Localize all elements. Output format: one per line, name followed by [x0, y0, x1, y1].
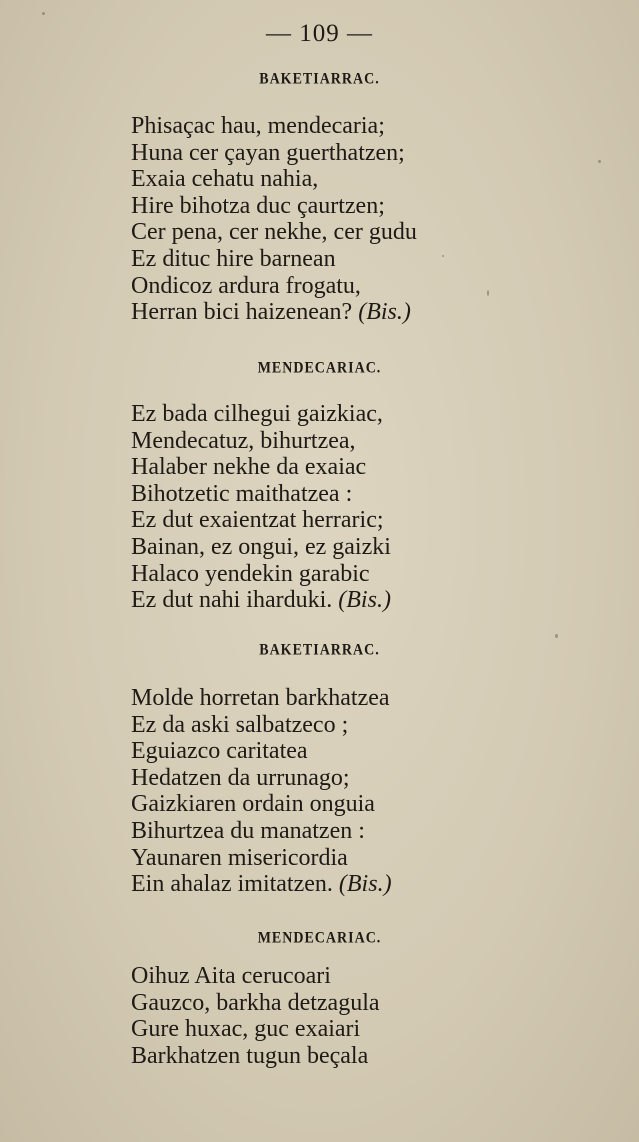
section-heading: MENDECARIAC.	[257, 360, 382, 377]
verse-line-last	[131, 587, 391, 614]
bis-marker: (Bis.)	[338, 587, 391, 614]
section-heading: BAKETIARRAC.	[259, 71, 380, 88]
verse-line: Ez dut exaientzat herraric;	[131, 507, 384, 534]
verse-line: Gure huxac, guc exaiari	[131, 1016, 361, 1043]
verse-line: Ez dituc hire barnean	[131, 245, 336, 272]
verse-line: Bainan, ez ongui, ez gaizki	[131, 533, 391, 560]
verse-line: Exaia cehatu nahia,	[131, 166, 319, 193]
verse-line: Gauzco, barkha detzagula	[131, 989, 380, 1016]
verse-text: Ein ahalaz imitatzen.	[131, 871, 333, 898]
paper-speck	[442, 255, 444, 257]
stanza	[131, 401, 391, 614]
verse-line: Ondicoz ardura frogatu,	[131, 272, 361, 299]
section-heading: MENDECARIAC.	[257, 930, 382, 947]
stanza	[131, 685, 392, 898]
page-number: — 109 —	[266, 20, 373, 47]
verse-line: Gaizkiaren ordain onguia	[131, 791, 375, 818]
verse-line-last	[131, 871, 392, 898]
verse-line-last	[131, 299, 417, 326]
verse-line: Mendecatuz, bihurtzea,	[131, 427, 356, 454]
section-heading: BAKETIARRAC.	[259, 642, 380, 659]
verse-line: Ez da aski salbatzeco ;	[131, 711, 349, 738]
verse-line: Bihotzetic maithatzea :	[131, 480, 353, 507]
paper-speck	[42, 12, 45, 15]
paper-speck	[487, 290, 489, 296]
verse-line: Eguiazco caritatea	[131, 738, 308, 765]
bis-marker: (Bis.)	[358, 299, 411, 326]
verse-line: Halaco yendekin garabic	[131, 560, 370, 587]
paper-speck	[555, 634, 558, 638]
verse-text: Herran bici haizenean?	[131, 299, 353, 326]
verse-text: Ez dut nahi iharduki.	[131, 587, 333, 614]
paper-speck	[598, 160, 601, 163]
stanza	[131, 113, 417, 326]
verse-line: Oihuz Aita cerucoari	[131, 963, 331, 989]
verse-line: Halaber nekhe da exaiac	[131, 454, 367, 481]
verse-line: Bihurtzea du manatzen :	[131, 817, 365, 844]
verse-line: Molde horretan barkhatzea	[131, 685, 390, 711]
verse-line: Phisaçac hau, mendecaria;	[131, 113, 385, 139]
verse-line: Ez bada cilhegui gaizkiac,	[131, 401, 383, 427]
verse-line: Hire bihotza duc çaurtzen;	[131, 192, 385, 219]
verse-line: Cer pena, cer nekhe, cer gudu	[131, 219, 417, 246]
verse-line: Hedatzen da urrunago;	[131, 764, 350, 791]
verse-line: Barkhatzen tugun beçala	[131, 1042, 369, 1069]
stanza	[131, 963, 380, 1069]
bis-marker: (Bis.)	[338, 871, 392, 898]
verse-line: Huna cer çayan guerthatzen;	[131, 139, 405, 166]
verse-line: Yaunaren misericordia	[131, 844, 348, 871]
